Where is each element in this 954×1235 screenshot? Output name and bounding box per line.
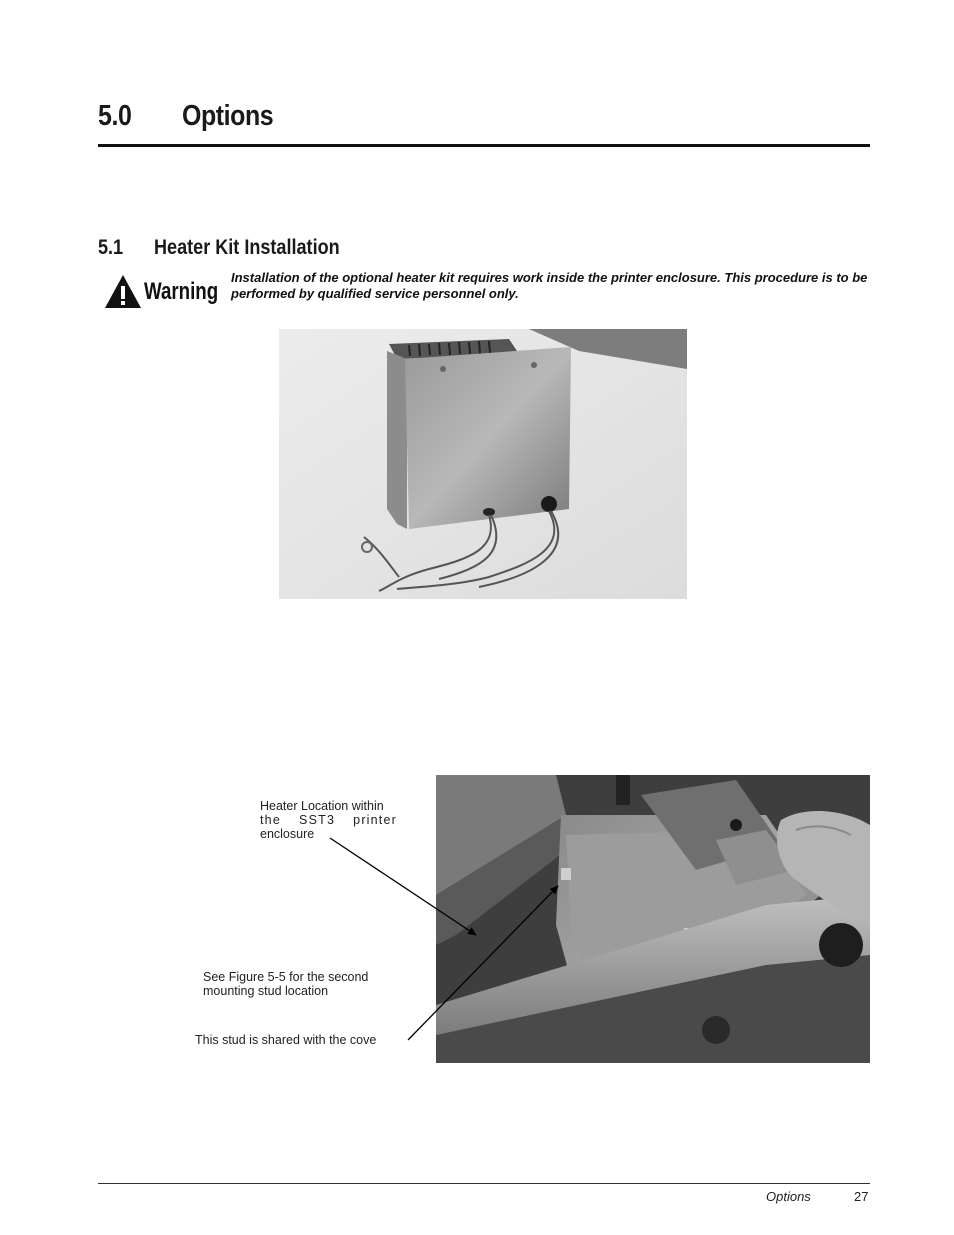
warning-label: Warning [144, 278, 219, 305]
arrow-shared-stud [408, 886, 558, 1040]
callout-shared-stud: This stud is shared with the cove [195, 1033, 377, 1047]
callout-second-stud: See Figure 5-5 for the second mounting stud location [203, 970, 369, 998]
arrow-heater-location [330, 838, 476, 935]
footer-rule [98, 1183, 870, 1184]
section-number: 5.1 [98, 236, 124, 259]
section-title: Heater Kit Installation [154, 236, 340, 259]
footer-section-name: Options [766, 1189, 811, 1204]
chapter-number: 5.0 [98, 100, 132, 132]
warning-text: Installation of the optional heater kit requires work inside the printer enclosure. This procedure is to be performed by qualified service personnel only. [231, 270, 868, 301]
page-number: 27 [854, 1189, 869, 1204]
callout-heater-location-line3: enclosure [260, 827, 315, 841]
callout-heater-location-line2: the SST3 printer [260, 813, 397, 827]
chapter-title: Options [182, 100, 274, 132]
callout-heater-location-line1: Heater Location within [260, 799, 384, 813]
